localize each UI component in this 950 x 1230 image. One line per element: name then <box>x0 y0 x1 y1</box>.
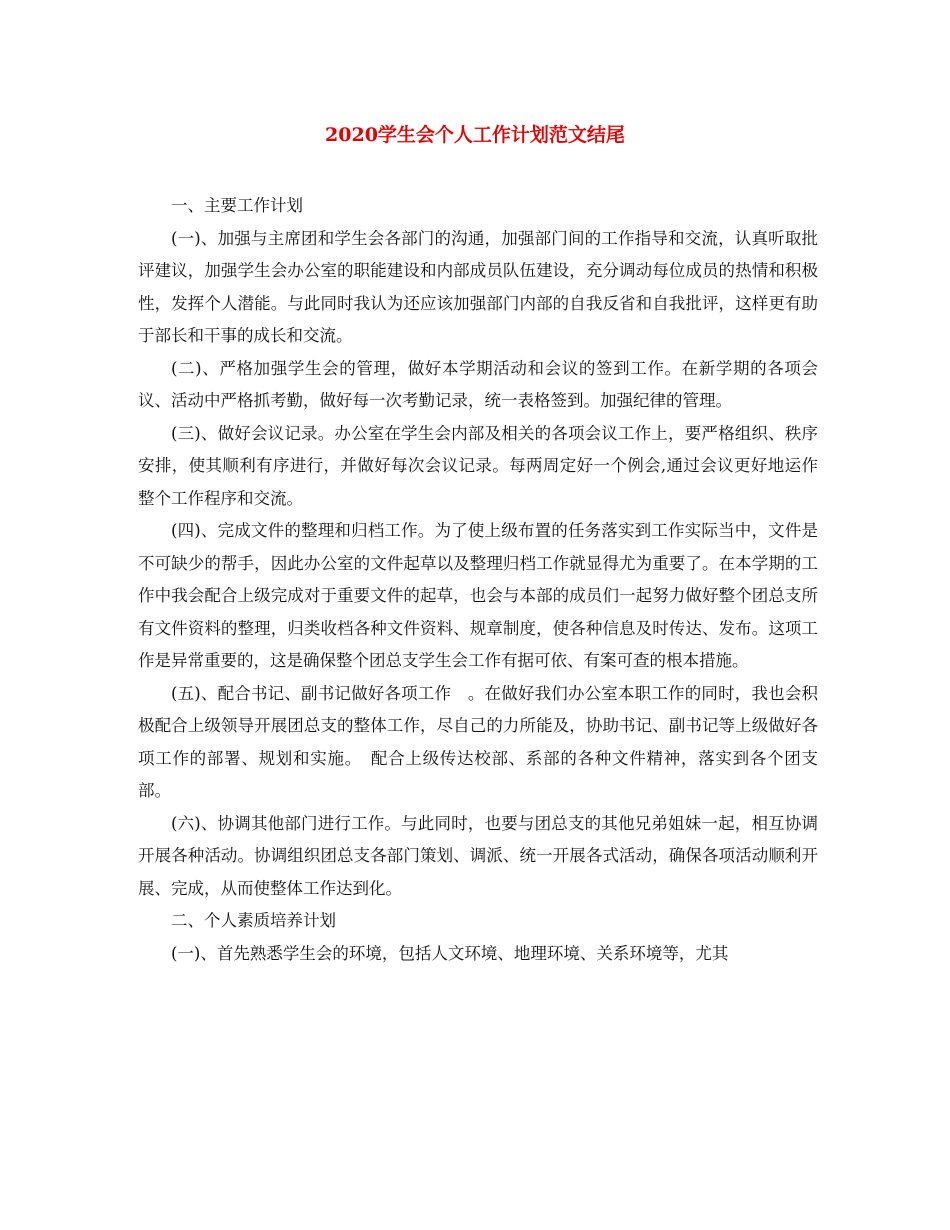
paragraph: (二)、严格加强学生会的管理，做好本学期活动和会议的签到工作。在新学期的各项会议、活动中严格抓考勤，做好每一次考勤记录，统一表格签到。加强纪律的管理。 <box>138 358 818 410</box>
paragraph: (三)、做好会议记录。办公室在学生会内部及相关的各项会议工作上，要严格组织、秩序安排，使其顺利有序进行，并做好每次会议记录。每两周定好一个例会,通过会议更好地运作整个工作程序和交流。 <box>138 423 818 508</box>
section-heading: 一、主要工作计划 <box>171 196 303 215</box>
paragraph: (四)、完成文件的整理和归档工作。为了使上级布置的任务落实到工作实际当中，文件是不可缺少的帮手，因此办公室的文件起草以及整理归档工作就显得尤为重要了。在本学期的工作中我会配合上级完成对于重要文件的起草，也会与本部的成员们一起努力做好整个团总支所有文件资料的整理，归类收档各种文件资料、规章制度，使各种信息及时传达、发布。这项工作是异常重要的，这是确保整个团总支学生会工作有据可依、有案可查的根本措施。 <box>138 521 818 670</box>
section-heading: 二、个人素质培养计划 <box>171 911 336 930</box>
paragraph: (五)、配合书记、副书记做好各项工作 。在做好我们办公室本职工作的同时，我也会积极配合上级领导开展团总支的整体工作，尽自己的力所能及，协助书记、副书记等上级做好各项工作的部署、规划和实施。 配合上级传达校部、系部的各种文件精神，落实到各个团支部。 <box>138 683 818 800</box>
paragraph: (一)、首先熟悉学生会的环境，包括人文环境、地理环境、关系环境等，尤其 <box>171 943 729 963</box>
document-title: 2020学生会个人工作计划范文结尾 <box>325 124 625 146</box>
document-body <box>138 190 818 970</box>
paragraph: (六)、协调其他部门进行工作。与此同时，也要与团总支的其他兄弟姐妹一起，相互协调开展各种活动。协调组织团总支各部门策划、调派、统一开展各式活动，确保各项活动顺利开展、完成，从而使整体工作达到化。 <box>138 813 818 898</box>
paragraph: (一)、加强与主席团和学生会各部门的沟通，加强部门间的工作指导和交流，认真听取批评建议，加强学生会办公室的职能建设和内部成员队伍建设，充分调动每位成员的热情和积极性，发挥个人潜能。与此同时我认为还应该加强部门内部的自我反省和自我批评，这样更有助于部长和干事的成长和交流。 <box>138 228 818 345</box>
